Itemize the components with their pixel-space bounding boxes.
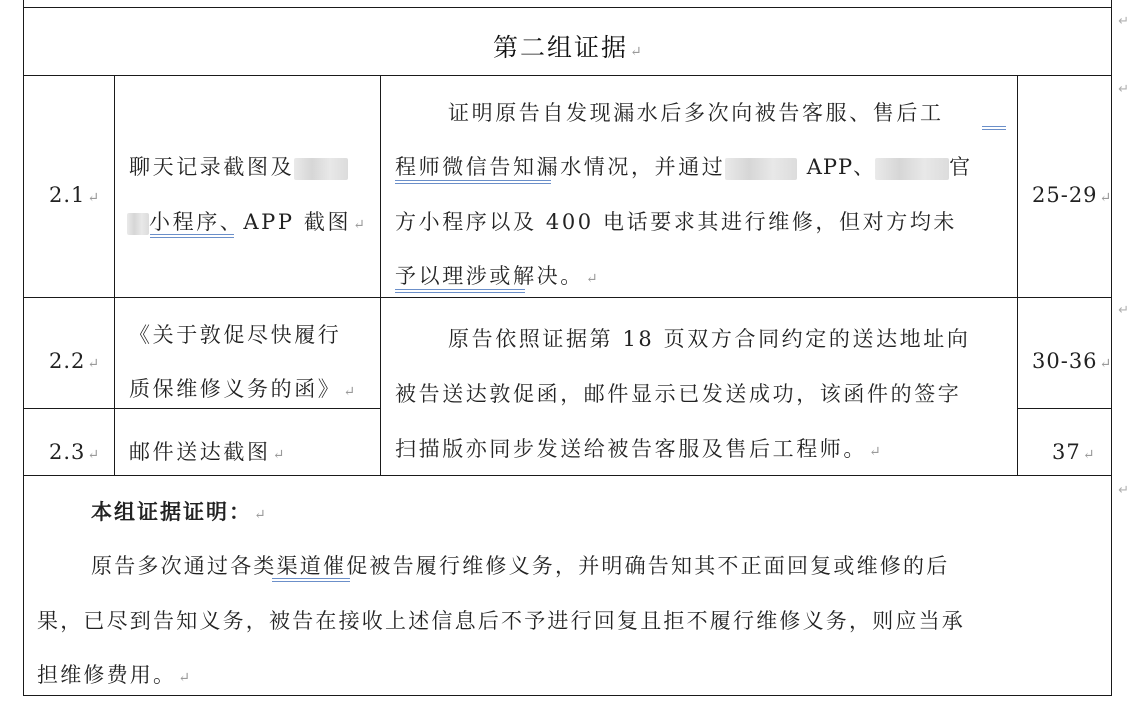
proofing-underline-5 [272, 578, 350, 582]
table-rule-row1 [23, 297, 1112, 298]
table-rule-row2-right [1017, 408, 1112, 409]
row-2-1-number: 2.1 ↵ [49, 183, 100, 207]
column-rule-2 [380, 75, 381, 476]
edge-return-mark-4: ↵ [1118, 483, 1129, 498]
table-border-right [1111, 0, 1112, 696]
row-2-1-desc-line1: 证明原告自发现漏水后多次向被告客服、售后工 [448, 101, 944, 125]
row-2-1-name-line2: 小程序、APP 截图 ↵ [127, 210, 365, 237]
row-2-1-name-line1: 聊天记录截图及 [129, 155, 348, 180]
row-2-3-name: 邮件送达截图 ↵ [129, 440, 285, 464]
summary-heading: 本组证据证明： ↵ [91, 499, 266, 524]
section-title: 第二组证据 ↵ [493, 33, 642, 62]
redacted-name-1 [294, 158, 348, 180]
table-border-left [23, 0, 24, 696]
row-2-1-desc-line4: 予以理涉或解决。 ↵ [395, 264, 598, 288]
summary-line1: 原告多次通过各类渠道催促被告履行维修义务，并明确告知其不正面回复或维修的后 [91, 554, 950, 578]
shared-desc-line1: 原告依照证据第 18 页双方合同约定的送达地址向 [448, 327, 971, 351]
row-2-3-number: 2.3 ↵ [49, 440, 100, 464]
row-2-1-desc-line2: 程师微信告知漏水情况，并通过 APP、 官 [395, 155, 973, 179]
proofing-underline-2 [982, 126, 1006, 130]
table-rule-row3 [23, 475, 1112, 476]
edge-return-mark-1: ↵ [1118, 14, 1129, 29]
shared-desc-line2: 被告送达敦促函，邮件显示已发送成功，该函件的签字 [395, 382, 962, 406]
summary-line2: 果，已尽到告知义务，被告在接收上述信息后不予进行回复且拒不履行维修义务，则应当承 [37, 609, 965, 633]
row-2-3-pages: 37 ↵ [1052, 440, 1095, 464]
row-2-1-pages: 25-29 ↵ [1032, 183, 1112, 207]
proofing-underline-3 [395, 180, 551, 184]
redacted-app-name [725, 158, 797, 180]
summary-line3: 担维修费用。 ↵ [37, 663, 190, 687]
edge-return-mark-2: ↵ [1118, 82, 1129, 97]
proofing-underline-4 [395, 289, 525, 293]
row-2-2-name-line2: 质保维修义务的函》 ↵ [129, 377, 356, 401]
table-rule-row2-left [23, 408, 381, 409]
redacted-brand-name [875, 158, 949, 180]
row-2-2-number: 2.2 ↵ [49, 349, 100, 373]
proofing-underline-1 [150, 234, 234, 238]
row-2-2-pages: 30-36 ↵ [1032, 349, 1112, 373]
row-2-2-name-line1: 《关于敦促尽快履行 [129, 323, 342, 347]
edge-return-mark-3: ↵ [1118, 303, 1129, 318]
table-border-top [23, 7, 1112, 8]
row-2-1-desc-line3: 方小程序以及 400 电话要求其进行维修，但对方均未 [395, 210, 958, 234]
redacted-name-2 [127, 213, 149, 235]
shared-desc-line3: 扫描版亦同步发送给被告客服及售后工程师。 ↵ [395, 437, 881, 461]
column-rule-3 [1017, 75, 1018, 476]
column-rule-1 [114, 75, 115, 476]
table-border-bottom [23, 695, 1112, 696]
table-rule-title [23, 75, 1112, 76]
